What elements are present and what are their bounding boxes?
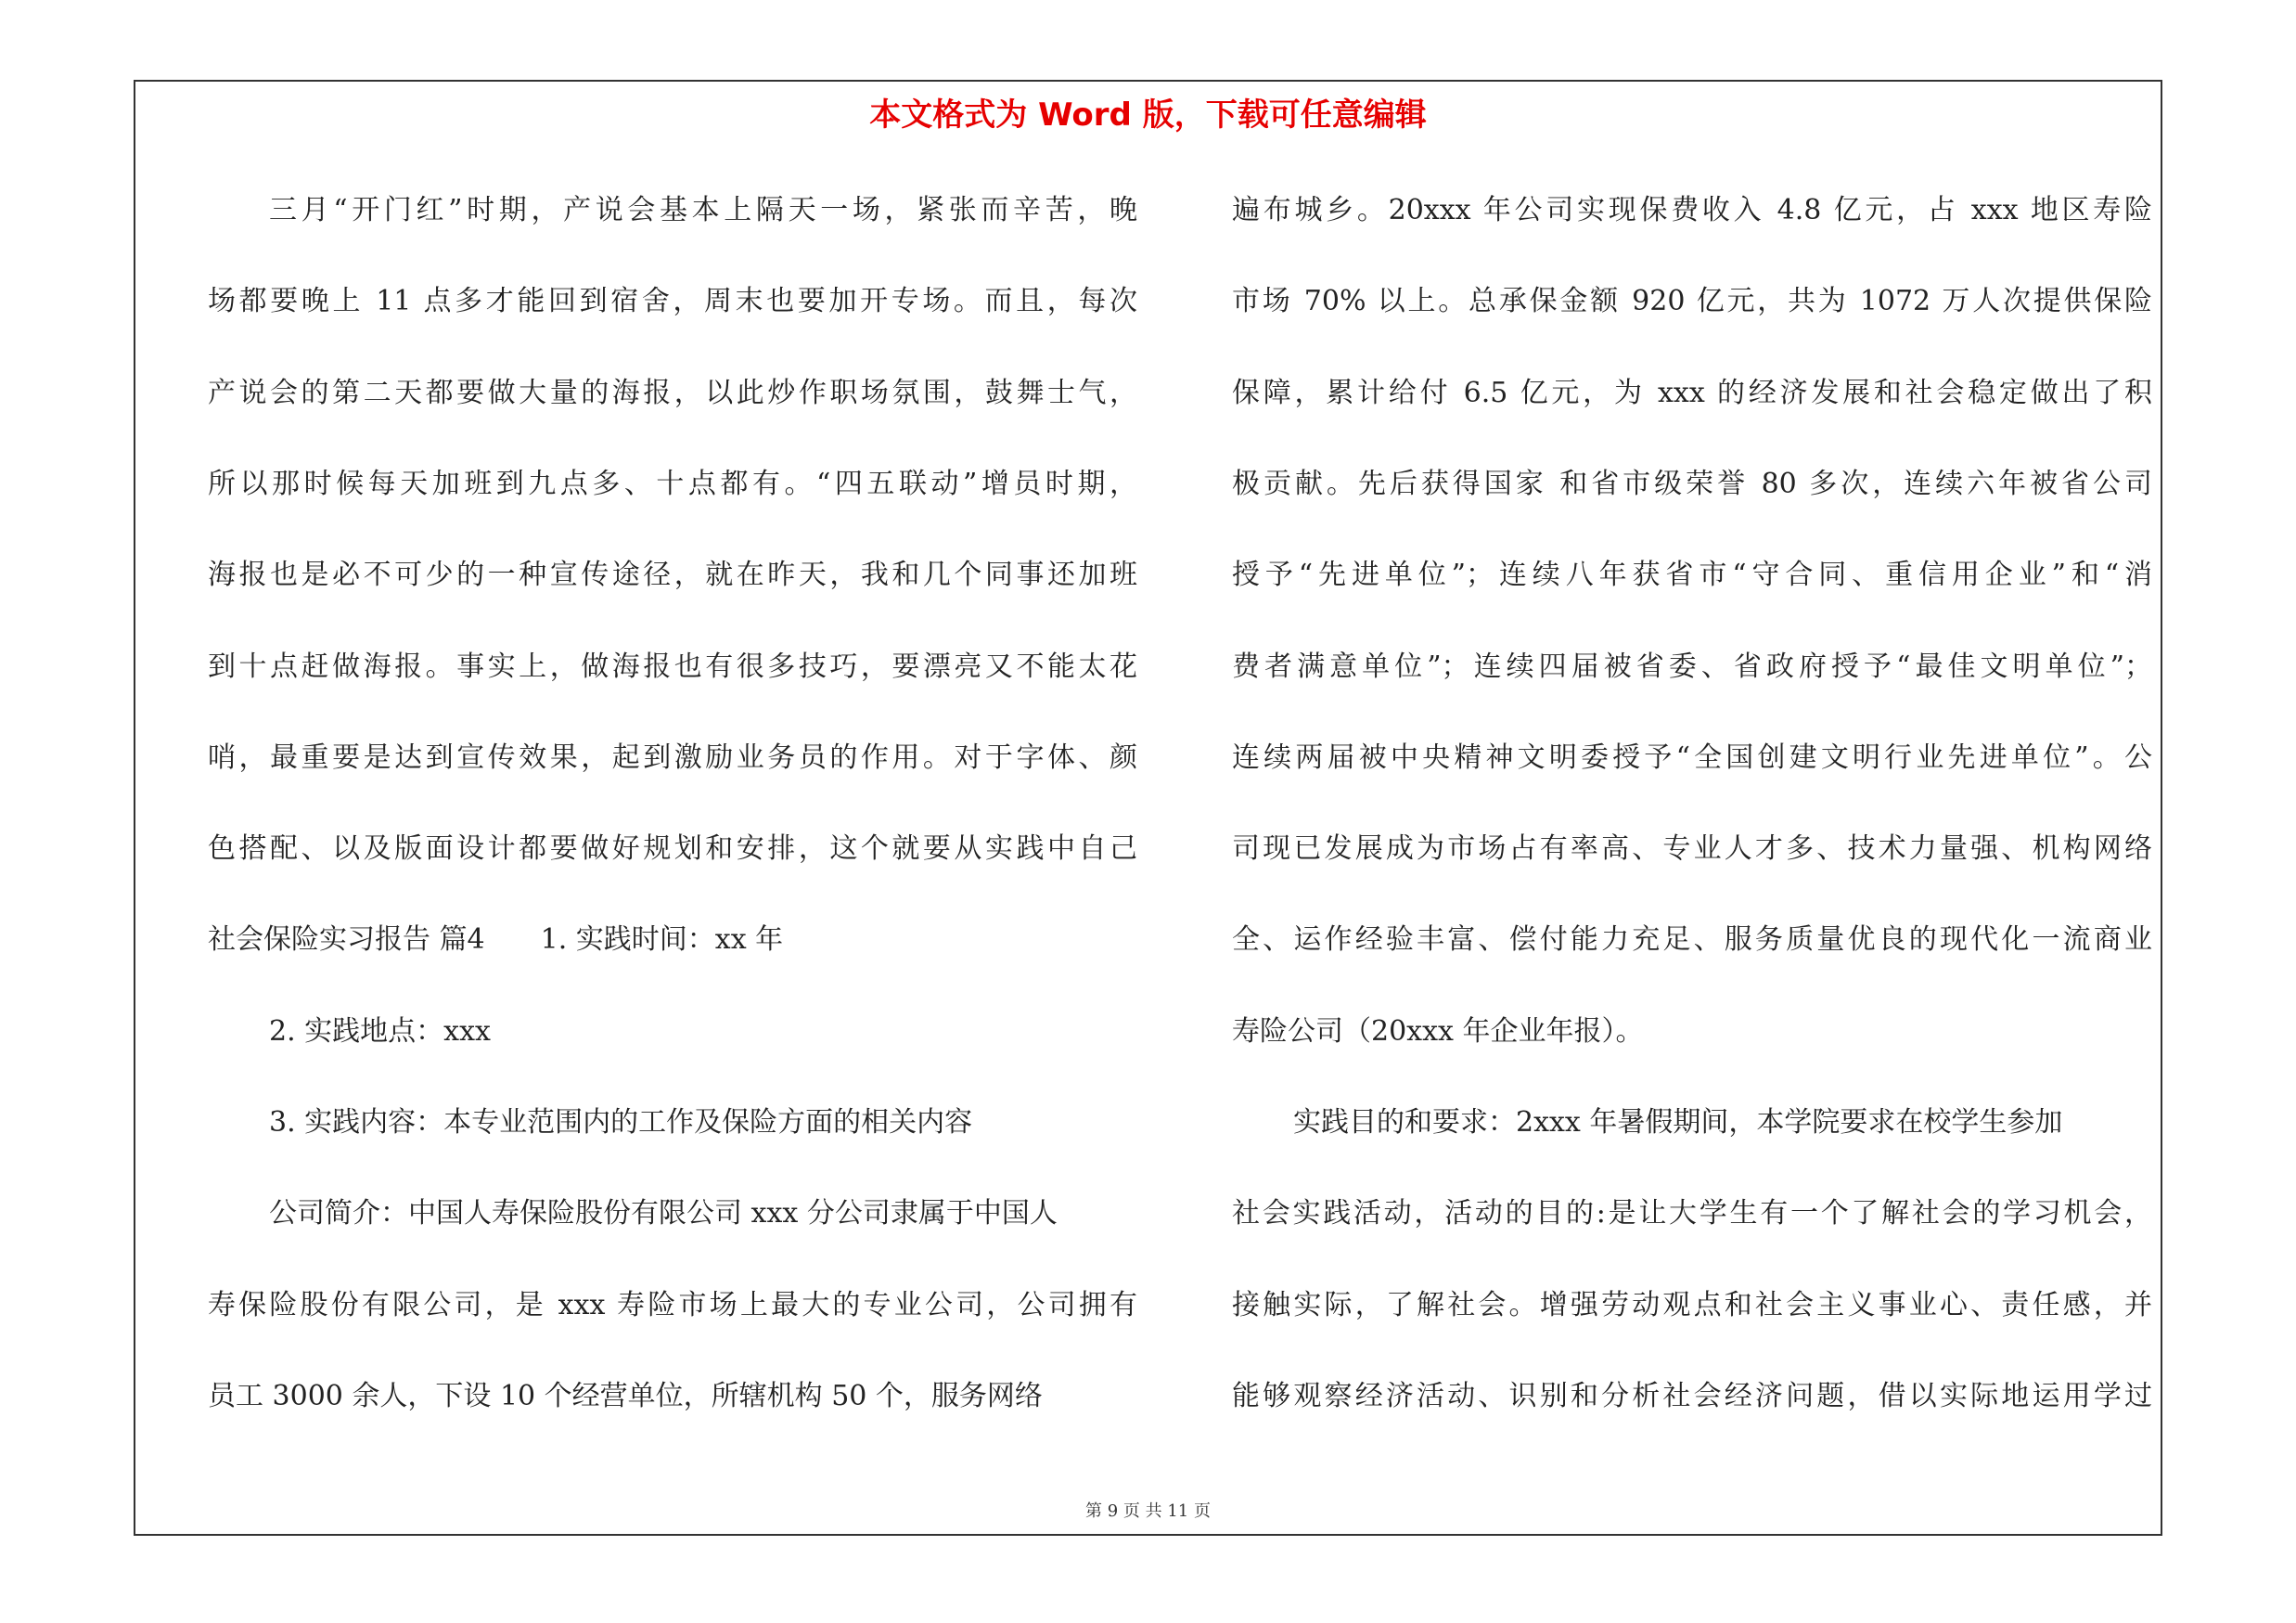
left-column-line: 社会保险实习报告 篇4 1. 实践时间：xx 年 bbox=[208, 923, 784, 957]
right-column-line: 保障，累计给付 6.5 亿元，为 xxx 的经济发展和社会稳定做出了积 bbox=[1232, 376, 2152, 409]
left-column-line: 员工 3000 余人，下设 10 个经营单位，所辖机构 50 个，服务网络 bbox=[208, 1379, 1043, 1412]
left-column-line: 3. 实践内容：本专业范围内的工作及保险方面的相关内容 bbox=[269, 1106, 973, 1139]
right-column-line: 授予“先进单位”；连续八年获省市“守合同、重信用企业”和“消 bbox=[1232, 559, 2152, 592]
format-banner: 本文格式为 Word 版，下载可任意编辑 bbox=[869, 97, 1427, 134]
left-column-line: 寿保险股份有限公司，是 xxx 寿险市场上最大的专业公司，公司拥有 bbox=[208, 1288, 1137, 1321]
left-column-line: 色搭配、以及版面设计都要做好规划和安排，这个就要从实践中自己 bbox=[208, 832, 1137, 866]
right-column-line: 能够观察经济活动、识别和分析社会经济问题，借以实际地运用学过 bbox=[1232, 1379, 2152, 1412]
left-column-line: 场都要晚上 11 点多才能回到宿舍，周末也要加开专场。而且，每次 bbox=[208, 285, 1137, 318]
left-column-line: 产说会的第二天都要做大量的海报，以此炒作职场氛围，鼓舞士气， bbox=[208, 376, 1137, 409]
left-column-line: 所以那时候每天加班到九点多、十点都有。“四五联动”增员时期， bbox=[208, 467, 1137, 500]
right-column-line: 寿险公司（20xxx 年企业年报）。 bbox=[1232, 1014, 1644, 1048]
left-column-line: 到十点赶做海报。事实上，做海报也有很多技巧，要漂亮又不能太花 bbox=[208, 650, 1137, 683]
left-column-line: 公司简介：中国人寿保险股份有限公司 xxx 分公司隶属于中国人 bbox=[269, 1197, 1058, 1230]
right-column-line: 全、运作经验丰富、偿付能力充足、服务质量优良的现代化一流商业 bbox=[1232, 923, 2152, 957]
right-column-line: 实践目的和要求：2xxx 年暑假期间，本学院要求在校学生参加 bbox=[1293, 1106, 2063, 1139]
page-number: 第 9 页 共 11 页 bbox=[1085, 1501, 1211, 1521]
left-column-line: 三月“开门红”时期，产说会基本上隔天一场，紧张而辛苦，晚 bbox=[269, 194, 1137, 226]
right-column-line: 遍布城乡。20xxx 年公司实现保费收入 4.8 亿元，占 xxx 地区寿险 bbox=[1232, 194, 2152, 226]
right-column-line: 费者满意单位”；连续四届被省委、省政府授予“最佳文明单位”； bbox=[1232, 650, 2152, 683]
right-column-line: 司现已发展成为市场占有率高、专业人才多、技术力量强、机构网络 bbox=[1232, 832, 2152, 866]
right-column-line: 接触实际，了解社会。增强劳动观点和社会主义事业心、责任感，并 bbox=[1232, 1288, 2152, 1321]
left-column-line: 哨，最重要是达到宣传效果，起到激励业务员的作用。对于字体、颜 bbox=[208, 741, 1137, 774]
right-column-line: 社会实践活动，活动的目的:是让大学生有一个了解社会的学习机会， bbox=[1232, 1197, 2152, 1230]
right-column-line: 连续两届被中央精神文明委授予“全国创建文明行业先进单位”。公 bbox=[1232, 741, 2152, 774]
left-column-line: 2. 实践地点：xxx bbox=[269, 1014, 491, 1048]
right-column-line: 市场 70% 以上。总承保金额 920 亿元，共为 1072 万人次提供保险 bbox=[1232, 285, 2152, 318]
left-column-line: 海报也是必不可少的一种宣传途径，就在昨天，我和几个同事还加班 bbox=[208, 559, 1137, 592]
right-column-line: 极贡献。先后获得国家 和省市级荣誉 80 多次，连续六年被省公司 bbox=[1232, 467, 2152, 500]
